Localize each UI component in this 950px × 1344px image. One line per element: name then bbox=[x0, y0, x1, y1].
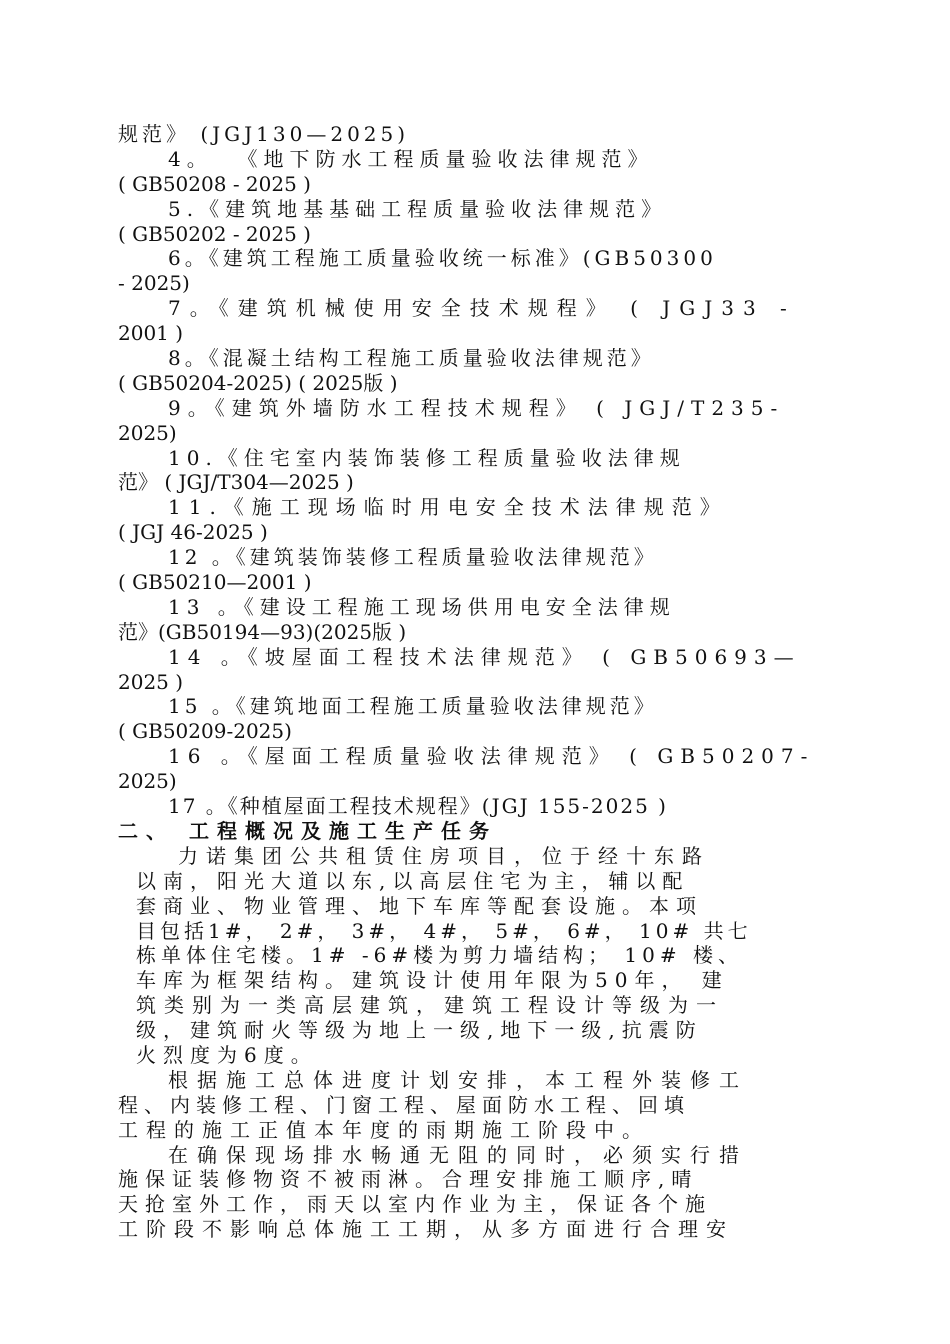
standard-14-line-2: 2025 ) bbox=[118, 669, 184, 694]
paragraph1-line-1: 力诺集团公共租赁住房项目，位于经十东路 bbox=[178, 843, 710, 868]
section-heading: 二、 工程概况及施工生产任务 bbox=[118, 818, 497, 843]
standard-6-line-1: 6。《建筑工程施工质量验收统一标准》(GB50300 bbox=[168, 246, 717, 271]
standard-8-line-2: ( GB50204-2025) ( 2025版 ) bbox=[118, 370, 398, 395]
standard-15-line-1: 15 。《建筑地面工程施工质量验收法律规范》 bbox=[168, 694, 658, 719]
paragraph2-line-3: 工程的施工正值本年度的雨期施工阶段中。 bbox=[118, 1117, 650, 1142]
paragraph2-line-1: 根据施工总体进度计划安排，本工程外装修工 bbox=[168, 1067, 748, 1092]
text-run: 规范》 (JGJ130—2025) bbox=[118, 122, 410, 146]
paragraph1-line-3: 套商业、物业管理、地下车库等配套设施。本项 bbox=[136, 893, 703, 918]
standard-9-line-1: 9。《建筑外墙防水工程技术规程》 ( JGJ/T235- bbox=[168, 395, 785, 420]
standard-12-line-2: ( GB50210—2001 ) bbox=[118, 570, 312, 595]
paragraph3-line-2: 施保证装修物资不被雨淋。合理安排施工顺序,晴 bbox=[118, 1167, 699, 1192]
standard-7-line-2: 2001 ) bbox=[118, 321, 184, 346]
standard-15-line-2: ( GB50209-2025) bbox=[118, 719, 292, 744]
standard-11-line-1: 11.《施工现场临时用电安全技术法律规范》 bbox=[168, 495, 728, 520]
standard-4-line-1: 4。 《地下防水工程质量验收法律规范》 bbox=[168, 146, 654, 171]
paragraph2-line-2: 程、内装修工程、门窗工程、屋面防水工程、回填 bbox=[118, 1092, 690, 1117]
standard-4-line-2: ( GB50208 - 2025 ) bbox=[118, 171, 311, 196]
standard-9-line-2: 2025) bbox=[118, 420, 177, 445]
standard-16-line-1: 16 。《屋面工程质量验收法律规范》 ( GB50207- bbox=[168, 744, 815, 769]
standard-13-line-2: 范》(GB50194—93)(2025版 ) bbox=[118, 619, 407, 644]
standard-11-line-2: ( JGJ 46-2025 ) bbox=[118, 520, 268, 545]
standard-8-line-1: 8。《混凝土结构工程施工质量验收法律规范》 bbox=[168, 346, 655, 371]
standard-13-line-1: 13 。《建设工程施工现场供用电安全法律规 bbox=[168, 594, 676, 619]
standard-5-line-2: ( GB50202 - 2025 ) bbox=[118, 221, 311, 246]
paragraph1-line-6: 车库为框架结构。建筑设计使用年限为50年， 建 bbox=[136, 968, 729, 993]
standard-3-line-2 bbox=[118, 122, 858, 147]
standard-7-line-1: 7。《建筑机械使用安全技术规程》 ( JGJ33 - bbox=[168, 296, 796, 321]
standard-10-line-1: 10.《住宅室内装饰装修工程质量验收法律规 bbox=[168, 445, 686, 470]
paragraph1-line-4: 目包括1#， 2#， 3#， 4#， 5#， 6#， 10# 共七 bbox=[136, 918, 752, 943]
standard-17-line-1: 17 。《种植屋面工程技术规程》(JGJ 155-2025 ) bbox=[168, 794, 668, 819]
paragraph1-line-9: 火烈度为6度。 bbox=[136, 1042, 318, 1067]
standard-6-line-2: - 2025) bbox=[118, 271, 190, 296]
paragraph1-line-5: 栋单体住宅楼。1# -6#楼为剪力墙结构； 10# 楼、 bbox=[136, 943, 744, 968]
standard-10-line-2: 范》 ( JGJ/T304—2025 ) bbox=[118, 470, 354, 495]
standard-5-line-1: 5.《建筑地基基础工程质量验收法律规范》 bbox=[168, 196, 668, 221]
paragraph1-line-2: 以南，阳光大道以东,以高层住宅为主，辅以配 bbox=[136, 868, 690, 893]
document-content bbox=[118, 122, 858, 1242]
paragraph1-line-7: 筑类别为一类高层建筑，建筑工程设计等级为一 bbox=[136, 993, 724, 1018]
paragraph3-line-3: 天抢室外工作，雨天以室内作业为主，保证各个施 bbox=[118, 1192, 712, 1217]
paragraph3-line-1: 在确保现场排水畅通无阻的同时，必须实行措 bbox=[168, 1142, 748, 1167]
paragraph3-line-4: 工阶段不影响总体施工工期，从多方面进行合理安 bbox=[118, 1217, 734, 1242]
standard-14-line-1: 14 。《坡屋面工程技术法律规范》 ( GB50693— bbox=[168, 644, 801, 669]
standard-12-line-1: 12 。《建筑装饰装修工程质量验收法律规范》 bbox=[168, 545, 658, 570]
standard-16-line-2: 2025) bbox=[118, 769, 177, 794]
paragraph1-line-8: 级，建筑耐火等级为地上一级,地下一级,抗震防 bbox=[136, 1018, 703, 1043]
